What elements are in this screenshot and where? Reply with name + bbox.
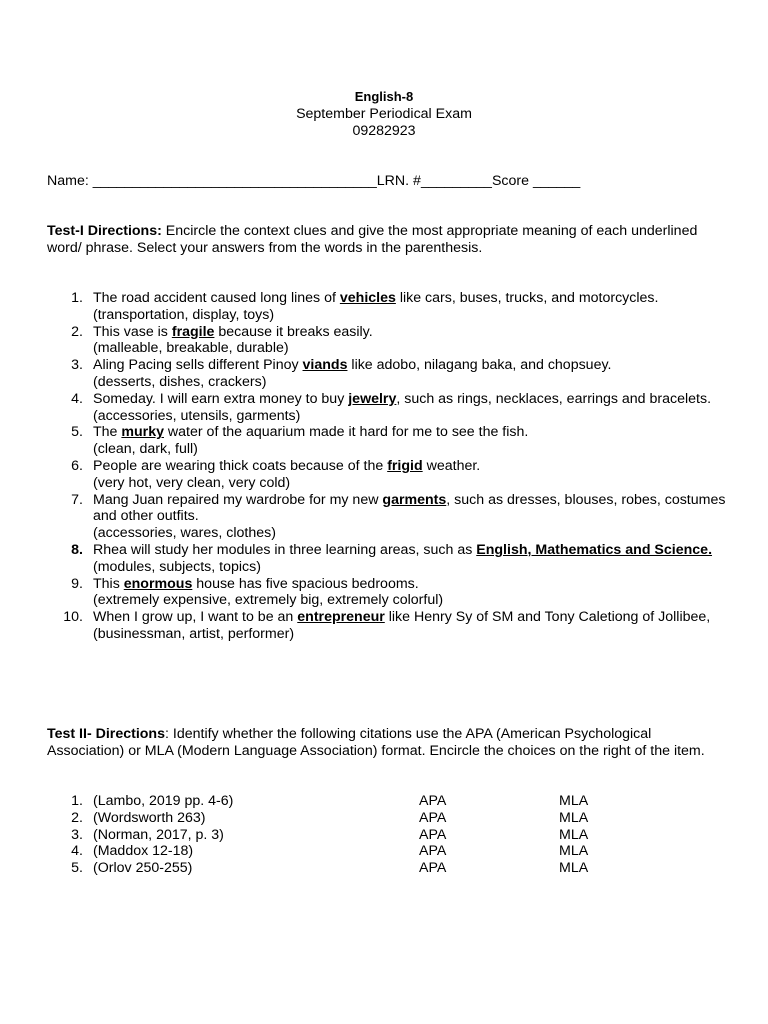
list-item — [47, 391, 727, 425]
apa-choice: APA — [419, 860, 447, 877]
citation-row — [47, 793, 727, 810]
item-number: 8. — [71, 541, 83, 558]
item-text: water of the aquarium made it hard for me to see the fish. — [163, 424, 529, 441]
item-text: People are wearing thick coats because of the — [93, 457, 388, 474]
item-choices: (desserts, dishes, crackers) — [93, 373, 267, 390]
keyword: murky — [121, 424, 164, 441]
apa-choice: APA — [419, 843, 447, 860]
apa-choice: APA — [419, 826, 447, 843]
item-number: 2. — [71, 809, 83, 826]
item-text: The road accident caused long lines of — [93, 290, 340, 306]
keyword: viands — [302, 357, 348, 374]
item-choices: (modules, subjects, topics) — [93, 558, 261, 575]
mla-choice: MLA — [559, 809, 589, 826]
test2-directions — [47, 726, 727, 760]
item-number: 2. — [71, 323, 83, 340]
citation-row — [47, 860, 727, 877]
item-number: 5. — [71, 860, 83, 877]
item-number: 6. — [71, 457, 83, 474]
list-item — [47, 458, 727, 492]
keyword: vehicles — [339, 290, 396, 306]
item-text: because it breaks easily. — [214, 323, 373, 340]
item-text: This vase is — [93, 323, 172, 340]
item-number: 3. — [71, 357, 83, 374]
item-text: like adobo, nilagang baka, and chopsuey. — [347, 357, 612, 374]
test2-text: : Identify whether the following citations use the APA (American Psychological Association) or MLA (Modern Language Association) format. Encircle the choices on the right of the item. — [47, 726, 705, 759]
keyword: English, Mathematics and Science. — [476, 541, 713, 558]
citation-text: (Maddox 12-18) — [93, 843, 194, 860]
item-choices: (transportation, display, toys) — [93, 306, 275, 323]
item-number: 3. — [71, 826, 83, 843]
item-number: 10. — [63, 609, 83, 626]
item-number: 4. — [71, 390, 83, 407]
exam-header — [0, 89, 768, 139]
exam-code: 09282923 — [352, 122, 416, 139]
test1-directions — [47, 223, 727, 257]
exam-title: September Periodical Exam — [296, 105, 472, 122]
item-text: , such as dresses, blouses, robes, costumes and other outfits. — [93, 491, 726, 525]
item-number: 9. — [71, 575, 83, 592]
test1-text: Encircle the context clues and give the most appropriate meaning of each underlined word/ phrase. Select your answers from the words in the parenthesis. — [47, 223, 698, 256]
keyword: fragile — [171, 323, 215, 340]
list-item — [47, 576, 727, 610]
name-lrn-score-line: Name: ____________________________________LRN. #_________Score ______ — [47, 173, 581, 189]
item-choices: (malleable, breakable, durable) — [93, 340, 289, 357]
list-item — [47, 492, 727, 542]
item-number: 4. — [71, 843, 83, 860]
mla-choice: MLA — [559, 843, 589, 860]
item-text: , such as rings, necklaces, earrings and bracelets. — [396, 390, 712, 407]
item-choices: (extremely expensive, extremely big, extremely colorful) — [93, 592, 444, 609]
citation-row — [47, 827, 727, 844]
item-choices: (accessories, wares, clothes) — [93, 525, 276, 542]
citation-row — [47, 843, 727, 860]
citation-row — [47, 810, 727, 827]
keyword: enormous — [123, 575, 193, 592]
keyword: frigid — [387, 457, 423, 474]
list-item — [47, 324, 727, 358]
list-item — [47, 290, 727, 324]
list-item — [47, 424, 727, 458]
item-number: 7. — [71, 491, 83, 508]
item-choices: (businessman, artist, performer) — [93, 625, 295, 642]
test2-label: Test II- Directions — [47, 726, 165, 742]
item-text: weather. — [422, 457, 481, 474]
citation-text: (Wordsworth 263) — [93, 809, 206, 826]
list-item — [47, 357, 727, 391]
item-text: Someday. I will earn extra money to buy — [93, 390, 349, 407]
item-text: Aling Pacing sells different Pinoy — [93, 357, 303, 374]
item-text: When I grow up, I want to be an — [93, 609, 298, 626]
item-number: 5. — [71, 424, 83, 441]
apa-choice: APA — [419, 793, 447, 809]
item-choices: (accessories, utensils, garments) — [93, 407, 301, 424]
item-text: This — [93, 575, 124, 592]
item-text: like cars, buses, trucks, and motorcycles. — [395, 290, 659, 306]
item-text: like Henry Sy of SM and Tony Caletiong of Jollibee, — [384, 609, 711, 626]
apa-choice: APA — [419, 809, 447, 826]
item-text: Rhea will study her modules in three learning areas, such as — [93, 541, 477, 558]
citation-text: (Lambo, 2019 pp. 4-6) — [93, 793, 234, 809]
citation-text: (Norman, 2017, p. 3) — [93, 826, 224, 843]
item-text: The — [93, 424, 122, 441]
keyword: jewelry — [348, 390, 397, 407]
item-number: 1. — [71, 793, 83, 809]
citation-text: (Orlov 250-255) — [93, 860, 193, 877]
test1-label: Test-I Directions: — [47, 223, 162, 239]
list-item — [47, 609, 727, 643]
test1-items — [47, 290, 727, 643]
keyword: garments — [382, 491, 447, 508]
test2-items — [47, 793, 727, 877]
item-number: 1. — [71, 290, 83, 306]
list-item — [47, 542, 727, 576]
mla-choice: MLA — [559, 860, 589, 877]
keyword: entrepreneur — [297, 609, 385, 626]
mla-choice: MLA — [559, 793, 589, 809]
course-title: English-8 — [354, 89, 414, 104]
item-choices: (very hot, very clean, very cold) — [93, 474, 291, 491]
mla-choice: MLA — [559, 826, 589, 843]
item-text: house has five spacious bedrooms. — [192, 575, 419, 592]
item-text: Mang Juan repaired my wardrobe for my new — [93, 491, 383, 508]
item-choices: (clean, dark, full) — [93, 441, 198, 458]
